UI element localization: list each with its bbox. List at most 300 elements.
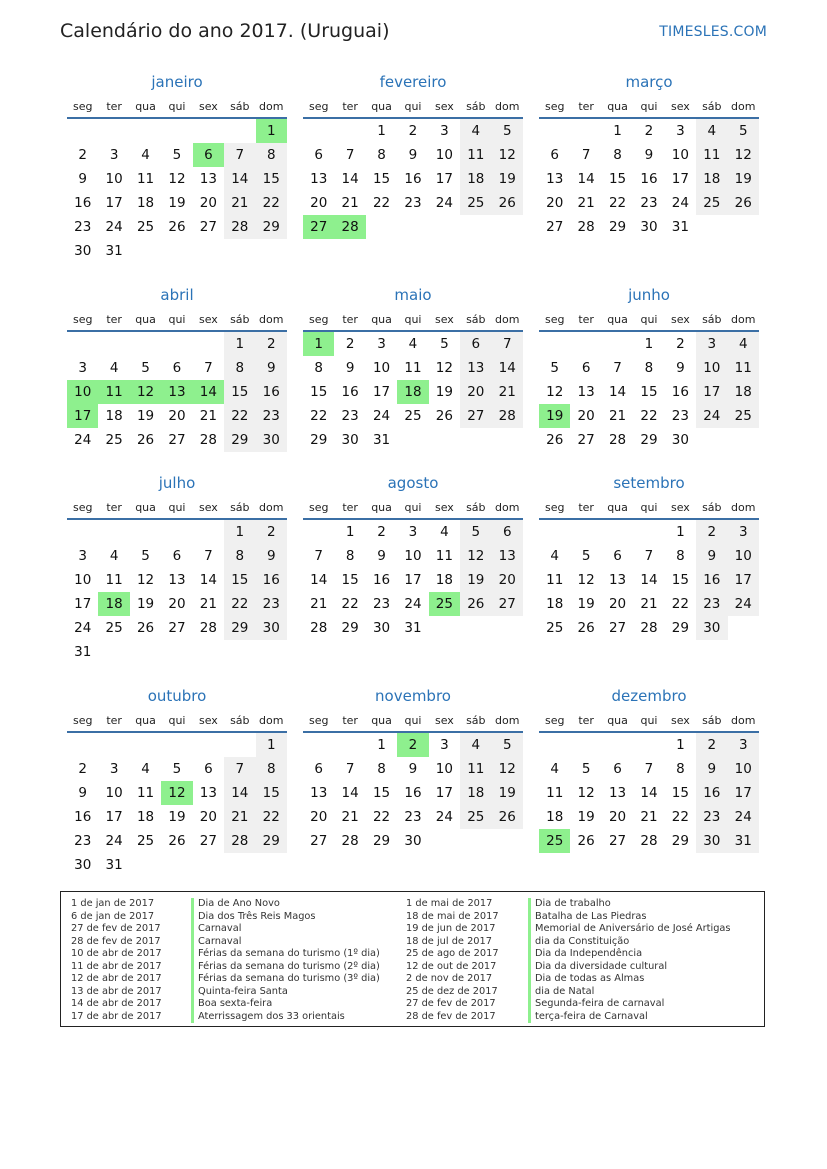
weekday-label: ter xyxy=(106,99,122,113)
holiday-names-column-left xyxy=(191,898,380,1023)
weekday-label: ter xyxy=(106,713,122,727)
weekday-label: seg xyxy=(72,99,93,113)
month-name: outubro xyxy=(147,687,207,705)
day-cell: 31 xyxy=(404,620,422,636)
holiday-name: Carnaval xyxy=(191,936,380,949)
day-cell: 21 xyxy=(341,195,359,211)
day-cell: 6 xyxy=(581,360,591,376)
day-cell: 13 xyxy=(608,572,627,588)
holiday-day-cell: 18 xyxy=(98,592,129,616)
holiday-date: 27 de fev de 2017 xyxy=(406,998,496,1009)
day-cell: 27 xyxy=(199,219,217,235)
day-cell: 22 xyxy=(640,408,658,424)
weekday-label: qua xyxy=(607,99,628,113)
day-cell: 21 xyxy=(199,408,217,424)
day-cell: 23 xyxy=(256,404,287,428)
day-cell: 26 xyxy=(136,620,155,636)
weekday-label: dom xyxy=(731,500,756,514)
day-cell: 2 xyxy=(78,761,87,777)
day-cell: 25 xyxy=(404,408,422,424)
day-cell: 25 xyxy=(546,620,564,636)
day-cell: 7 xyxy=(345,761,355,777)
holiday-day-cell: 19 xyxy=(539,404,570,428)
day-cell: 24 xyxy=(404,596,422,612)
day-cell: 19 xyxy=(136,408,155,424)
day-cell: 16 xyxy=(256,568,287,592)
weekday-label: seg xyxy=(544,312,565,326)
day-cell: 13 xyxy=(546,171,564,187)
day-cell: 11 xyxy=(460,757,491,781)
holiday-day-cell: 10 xyxy=(67,380,98,404)
day-cell: 13 xyxy=(577,384,595,400)
day-cell: 25 xyxy=(105,432,123,448)
weekday-label: sex xyxy=(670,713,690,727)
day-cell: 11 xyxy=(404,360,422,376)
day-cell: 10 xyxy=(372,360,391,376)
day-cell: 2 xyxy=(676,336,685,352)
day-cell: 8 xyxy=(345,548,355,564)
day-grid xyxy=(303,119,523,239)
day-cell: 6 xyxy=(550,147,559,163)
day-cell: 15 xyxy=(310,384,328,400)
weekday-label: seg xyxy=(308,713,329,727)
day-cell: 3 xyxy=(109,147,119,163)
day-cell: 22 xyxy=(256,191,287,215)
weekday-label: sáb xyxy=(702,99,722,113)
weekday-label: seg xyxy=(544,500,565,514)
day-cell: 27 xyxy=(168,620,186,636)
day-cell: 15 xyxy=(671,785,689,801)
day-cell: 8 xyxy=(256,143,287,167)
day-cell: 29 xyxy=(372,833,391,849)
weekday-label: qui xyxy=(640,500,658,514)
day-cell: 29 xyxy=(224,616,255,640)
day-cell: 13 xyxy=(460,356,491,380)
day-cell: 3 xyxy=(728,520,759,544)
day-cell: 22 xyxy=(671,596,689,612)
day-cell: 4 xyxy=(408,336,418,352)
holiday-name: Batalha de Las Piedras xyxy=(528,911,731,924)
empty-cell xyxy=(334,119,365,143)
day-cell: 28 xyxy=(224,215,255,239)
day-cell: 7 xyxy=(492,332,523,356)
day-cell: 19 xyxy=(577,809,595,825)
holiday-name: Férias da semana do turismo (3º dia) xyxy=(191,973,380,986)
day-cell: 14 xyxy=(224,167,255,191)
holiday-name: Dia da diversidade cultural xyxy=(528,961,731,974)
day-cell: 22 xyxy=(372,195,391,211)
day-cell: 7 xyxy=(224,143,255,167)
day-cell: 9 xyxy=(408,761,418,777)
weekday-label: sáb xyxy=(466,99,486,113)
day-cell: 8 xyxy=(644,360,654,376)
empty-cell xyxy=(193,119,224,143)
empty-cell xyxy=(539,733,570,757)
month-name: julho xyxy=(158,474,196,492)
weekday-label: qui xyxy=(640,312,658,326)
empty-cell xyxy=(67,733,98,757)
weekday-label: dom xyxy=(259,99,284,113)
day-cell: 14 xyxy=(199,572,217,588)
day-cell: 28 xyxy=(492,404,523,428)
weekday-label: qui xyxy=(640,99,658,113)
day-cell: 20 xyxy=(460,380,491,404)
weekday-label: sáb xyxy=(466,713,486,727)
weekday-label: sex xyxy=(434,312,454,326)
day-cell: 27 xyxy=(168,432,186,448)
holiday-name: dia da Constituição xyxy=(528,936,731,949)
empty-cell xyxy=(67,119,98,143)
day-cell: 10 xyxy=(105,785,123,801)
day-cell: 14 xyxy=(577,171,595,187)
day-cell: 3 xyxy=(377,336,386,352)
day-cell: 26 xyxy=(577,833,595,849)
day-cell: 18 xyxy=(435,572,453,588)
day-cell: 20 xyxy=(577,408,595,424)
holiday-dates-column-left xyxy=(71,898,162,1023)
month-calendar xyxy=(67,473,287,664)
day-cell: 15 xyxy=(256,167,287,191)
weekday-label: sex xyxy=(670,99,690,113)
day-cell: 28 xyxy=(640,833,658,849)
day-cell: 30 xyxy=(404,833,422,849)
month-calendar xyxy=(539,285,759,452)
day-cell: 14 xyxy=(492,356,523,380)
day-cell: 1 xyxy=(613,123,622,139)
day-cell: 23 xyxy=(256,592,287,616)
day-cell: 11 xyxy=(435,548,453,564)
day-cell: 7 xyxy=(613,360,622,376)
day-cell: 16 xyxy=(341,384,359,400)
day-cell: 13 xyxy=(168,572,186,588)
day-cell: 17 xyxy=(105,195,123,211)
day-cell: 14 xyxy=(310,572,328,588)
day-cell: 22 xyxy=(256,805,287,829)
day-cell: 26 xyxy=(492,191,523,215)
weekday-label: ter xyxy=(578,99,594,113)
weekday-label: sáb xyxy=(230,99,250,113)
day-cell: 23 xyxy=(74,833,92,849)
holiday-date: 2 de nov de 2017 xyxy=(406,973,493,984)
weekday-label: qui xyxy=(404,99,422,113)
empty-cell xyxy=(130,733,161,757)
day-cell: 9 xyxy=(256,544,287,568)
day-cell: 28 xyxy=(199,620,217,636)
day-cell: 24 xyxy=(696,404,727,428)
weekday-header xyxy=(539,308,759,330)
weekday-label: dom xyxy=(495,500,520,514)
day-cell: 26 xyxy=(168,219,186,235)
day-cell: 4 xyxy=(550,548,559,564)
weekday-header xyxy=(303,308,523,330)
weekday-label: dom xyxy=(731,713,756,727)
day-cell: 10 xyxy=(435,761,453,777)
holiday-date: 12 de out de 2017 xyxy=(406,960,497,972)
day-cell: 24 xyxy=(728,592,759,616)
weekday-header xyxy=(303,496,523,518)
day-cell: 1 xyxy=(676,737,685,753)
weekday-label: dom xyxy=(731,312,756,326)
day-cell: 29 xyxy=(310,432,328,448)
day-cell: 16 xyxy=(74,195,92,211)
day-cell: 20 xyxy=(546,195,564,211)
empty-cell xyxy=(130,332,161,356)
day-cell: 7 xyxy=(581,147,591,163)
day-cell: 1 xyxy=(256,733,287,757)
day-cell: 12 xyxy=(577,785,595,801)
day-cell: 7 xyxy=(314,548,323,564)
day-cell: 5 xyxy=(728,119,759,143)
day-cell: 1 xyxy=(345,524,355,540)
day-cell: 9 xyxy=(78,171,87,187)
day-cell: 25 xyxy=(460,191,491,215)
empty-cell xyxy=(602,332,633,356)
day-cell: 3 xyxy=(440,737,449,753)
holiday-date: 6 de jan de 2017 xyxy=(71,910,155,922)
day-cell: 1 xyxy=(676,524,685,540)
site-brand-link[interactable]: TIMESLES.COM xyxy=(659,24,767,40)
holiday-day-cell: 17 xyxy=(67,404,98,428)
weekday-label: qui xyxy=(168,500,186,514)
day-cell: 30 xyxy=(256,616,287,640)
holiday-day-cell: 14 xyxy=(193,380,224,404)
day-cell: 1 xyxy=(224,520,255,544)
empty-cell xyxy=(539,520,570,544)
weekday-label: qui xyxy=(404,500,422,514)
day-cell: 30 xyxy=(341,432,359,448)
day-cell: 8 xyxy=(256,757,287,781)
day-cell: 15 xyxy=(608,171,627,187)
day-cell: 28 xyxy=(224,829,255,853)
weekday-label: seg xyxy=(308,500,329,514)
day-cell: 16 xyxy=(372,572,391,588)
day-grid xyxy=(67,332,287,452)
holiday-name: terça-feira de Carnaval xyxy=(528,1011,731,1024)
empty-cell xyxy=(570,520,601,544)
day-cell: 7 xyxy=(644,761,654,777)
holiday-day-cell: 6 xyxy=(193,143,224,167)
weekday-label: sex xyxy=(434,713,454,727)
holiday-name: Memorial de Aniversário de José Artigas xyxy=(528,923,731,936)
day-cell: 21 xyxy=(577,195,595,211)
day-cell: 14 xyxy=(224,781,255,805)
holiday-name: Dia de trabalho xyxy=(528,898,731,911)
day-cell: 10 xyxy=(728,757,759,781)
month-calendar xyxy=(539,473,759,640)
weekday-header xyxy=(303,709,523,731)
day-cell: 2 xyxy=(696,520,727,544)
day-cell: 27 xyxy=(608,620,627,636)
day-cell: 5 xyxy=(172,147,182,163)
day-cell: 5 xyxy=(141,548,150,564)
empty-cell xyxy=(303,733,334,757)
day-cell: 4 xyxy=(460,733,491,757)
day-cell: 2 xyxy=(377,524,386,540)
day-cell: 2 xyxy=(256,520,287,544)
day-cell: 13 xyxy=(492,544,523,568)
day-cell: 13 xyxy=(310,171,328,187)
day-cell: 24 xyxy=(105,833,123,849)
weekday-label: ter xyxy=(342,312,358,326)
day-cell: 15 xyxy=(224,568,255,592)
day-cell: 20 xyxy=(608,809,627,825)
day-cell: 26 xyxy=(492,805,523,829)
day-cell: 9 xyxy=(377,548,386,564)
day-cell: 15 xyxy=(341,572,359,588)
weekday-label: qua xyxy=(607,312,628,326)
day-cell: 23 xyxy=(74,219,92,235)
day-cell: 5 xyxy=(581,761,591,777)
day-cell: 12 xyxy=(728,143,759,167)
day-cell: 26 xyxy=(136,432,155,448)
holiday-name: Segunda-feira de carnaval xyxy=(528,998,731,1011)
day-cell: 8 xyxy=(676,761,685,777)
day-cell: 3 xyxy=(78,360,87,376)
day-cell: 7 xyxy=(224,757,255,781)
weekday-label: sex xyxy=(670,500,690,514)
holiday-date: 14 de abr de 2017 xyxy=(71,998,162,1009)
day-cell: 24 xyxy=(671,195,689,211)
holiday-name: Aterrissagem dos 33 orientais xyxy=(191,1011,380,1024)
weekday-label: seg xyxy=(544,713,565,727)
day-cell: 25 xyxy=(728,404,759,428)
day-cell: 11 xyxy=(460,143,491,167)
empty-cell xyxy=(539,332,570,356)
day-cell: 7 xyxy=(204,360,213,376)
day-cell: 2 xyxy=(256,332,287,356)
day-cell: 10 xyxy=(435,147,453,163)
day-cell: 11 xyxy=(728,356,759,380)
day-cell: 21 xyxy=(341,809,359,825)
weekday-label: sáb xyxy=(230,713,250,727)
weekday-label: seg xyxy=(308,312,329,326)
day-cell: 6 xyxy=(172,360,182,376)
day-cell: 25 xyxy=(136,219,155,235)
day-cell: 12 xyxy=(435,360,453,376)
day-cell: 29 xyxy=(341,620,359,636)
day-cell: 29 xyxy=(640,432,658,448)
weekday-label: qui xyxy=(404,713,422,727)
day-cell: 16 xyxy=(74,809,92,825)
day-grid xyxy=(67,119,287,263)
weekday-label: sex xyxy=(198,500,218,514)
holiday-name: Boa sexta-feira xyxy=(191,998,380,1011)
day-cell: 25 xyxy=(136,833,155,849)
day-cell: 25 xyxy=(105,620,123,636)
holiday-day-cell: 1 xyxy=(303,332,334,356)
empty-cell xyxy=(161,520,192,544)
empty-cell xyxy=(602,520,633,544)
day-cell: 18 xyxy=(136,809,155,825)
weekday-label: seg xyxy=(72,500,93,514)
holiday-list xyxy=(60,891,765,1027)
month-calendar xyxy=(67,285,287,452)
month-name: dezembro xyxy=(611,687,687,705)
day-grid xyxy=(539,733,759,853)
day-cell: 21 xyxy=(224,191,255,215)
weekday-label: qui xyxy=(404,312,422,326)
day-cell: 16 xyxy=(671,384,689,400)
holiday-name: dia de Natal xyxy=(528,986,731,999)
day-cell: 30 xyxy=(671,432,689,448)
weekday-label: qui xyxy=(640,713,658,727)
day-cell: 14 xyxy=(341,785,359,801)
day-cell: 21 xyxy=(492,380,523,404)
month-calendar xyxy=(303,686,523,853)
day-cell: 23 xyxy=(671,408,689,424)
day-cell: 12 xyxy=(460,544,491,568)
empty-cell xyxy=(539,119,570,143)
empty-cell xyxy=(633,733,664,757)
weekday-label: qua xyxy=(135,99,156,113)
holiday-date: 25 de ago de 2017 xyxy=(406,948,499,959)
holiday-day-cell: 28 xyxy=(334,215,365,239)
day-cell: 10 xyxy=(671,147,689,163)
empty-cell xyxy=(570,119,601,143)
day-grid xyxy=(303,520,523,640)
holiday-date: 18 de jul de 2017 xyxy=(406,935,493,947)
day-cell: 4 xyxy=(728,332,759,356)
holiday-day-cell: 11 xyxy=(98,380,129,404)
empty-cell xyxy=(98,733,129,757)
day-cell: 14 xyxy=(341,171,359,187)
holiday-name: Dia de Ano Novo xyxy=(191,898,380,911)
day-cell: 15 xyxy=(256,781,287,805)
day-cell: 4 xyxy=(460,119,491,143)
day-cell: 17 xyxy=(404,572,422,588)
day-cell: 6 xyxy=(460,332,491,356)
empty-cell xyxy=(193,520,224,544)
day-grid xyxy=(303,733,523,853)
day-cell: 1 xyxy=(224,332,255,356)
weekday-label: sáb xyxy=(702,713,722,727)
day-cell: 21 xyxy=(310,596,328,612)
day-cell: 1 xyxy=(377,123,386,139)
day-cell: 26 xyxy=(577,620,595,636)
day-cell: 5 xyxy=(492,733,523,757)
weekday-label: qua xyxy=(607,713,628,727)
day-cell: 3 xyxy=(78,548,87,564)
day-grid xyxy=(67,733,287,877)
day-cell: 4 xyxy=(109,548,119,564)
day-cell: 26 xyxy=(168,833,186,849)
day-cell: 2 xyxy=(408,123,418,139)
month-name: fevereiro xyxy=(379,73,447,91)
day-cell: 17 xyxy=(671,171,689,187)
weekday-label: qua xyxy=(135,312,156,326)
weekday-label: sáb xyxy=(702,312,722,326)
month-calendar xyxy=(303,72,523,239)
day-cell: 7 xyxy=(204,548,213,564)
day-cell: 10 xyxy=(728,544,759,568)
day-cell: 22 xyxy=(224,592,255,616)
day-cell: 18 xyxy=(546,809,564,825)
day-cell: 27 xyxy=(608,833,627,849)
day-cell: 5 xyxy=(172,761,182,777)
day-grid xyxy=(303,332,523,452)
day-cell: 14 xyxy=(640,572,658,588)
day-cell: 22 xyxy=(372,809,391,825)
weekday-label: qua xyxy=(607,500,628,514)
day-cell: 16 xyxy=(696,568,727,592)
day-cell: 15 xyxy=(224,380,255,404)
day-cell: 1 xyxy=(644,336,654,352)
day-cell: 26 xyxy=(460,592,491,616)
day-cell: 9 xyxy=(256,356,287,380)
month-name: junho xyxy=(628,286,670,304)
weekday-header xyxy=(67,709,287,731)
month-calendar xyxy=(539,72,759,239)
